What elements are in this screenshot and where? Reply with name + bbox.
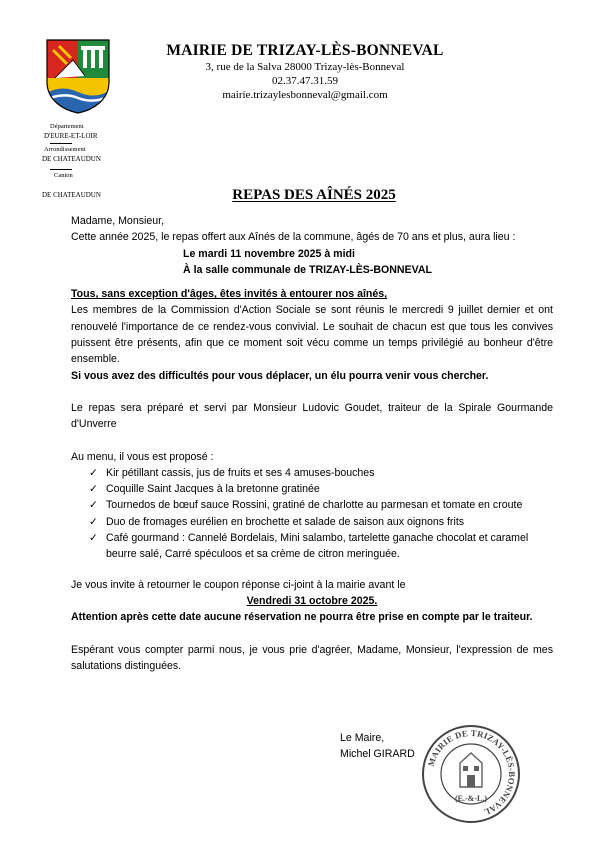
event-place: À la salle communale de TRIZAY-LÈS-BONNEVAL — [183, 263, 433, 276]
menu-list — [89, 465, 553, 563]
arr-label: Arrondissement — [44, 146, 86, 153]
signature-role: Le Maire, — [340, 732, 385, 744]
document-title: REPAS DES AÎNÉS 2025 — [232, 187, 396, 203]
warning-paragraph: Attention après cette date aucune réservation ne pourra être prise en compte par le traiteur. — [71, 611, 533, 624]
checkmark-icon: ✓ — [89, 532, 98, 545]
checkmark-icon: ✓ — [89, 483, 98, 496]
deadline: Vendredi 31 octobre 2025. — [246, 594, 378, 607]
dept-label: Département — [50, 123, 84, 130]
menu-item — [89, 465, 553, 481]
menu-intro: Au menu, il vous est proposé : — [71, 450, 214, 463]
mairie-address: 3, rue de la Salva 28000 Trizay-lès-Bonneval — [205, 61, 405, 73]
menu-item-text: Duo de fromages eurélien en brochette et salade de saison aux oignons frits — [106, 515, 465, 528]
letterhead — [140, 42, 470, 102]
mairie-phone: 02.37.47.31.59 — [272, 75, 338, 87]
mairie-title: MAIRIE DE TRIZAY-LÈS-BONNEVAL — [166, 42, 444, 59]
menu-item — [89, 481, 553, 497]
checkmark-icon: ✓ — [89, 515, 98, 528]
invite-line: Tous, sans exception d'âges, êtes invités à entourer nos aînés, — [71, 288, 388, 301]
checkmark-icon: ✓ — [89, 466, 98, 479]
official-stamp-icon — [420, 723, 522, 825]
stamp-text: MAIRIE DE TRIZAY-LÈS-BONNEVAL — [425, 727, 518, 818]
coupon-line: Je vous invite à retourner le coupon réponse ci-joint à la mairie avant le — [71, 578, 406, 591]
caterer-paragraph: Le repas sera préparé et servi par Monsieur Ludovic Goudet, traiteur de la Spirale Gourmande d'Unverre — [71, 401, 553, 431]
commission-paragraph: Les membres de la Commission d'Action Sociale se sont réunis le mercredi 9 juillet dernier et ont renouvelé l'importance de ce rendez-vous convivial. Le souhait de chacun est que tous les convives puissent être présents, afin que ce moment soit vécu comme un temps privilégié au bonheur d'être ensemble. — [71, 304, 553, 366]
menu-item-text: Café gourmand : Cannelé Bordelais, Mini salambo, tartelette ganache chocolat et caramel beurre salé, Carré spéculoos et sa crème de citron meringuée. — [106, 532, 529, 561]
signature-name: Michel GIRARD — [340, 747, 415, 760]
divider — [50, 143, 72, 144]
dept-value: D'EURE-ET-LOIR — [44, 131, 98, 140]
transport-line: Si vous avez des difficultés pour vous déplacer, un élu pourra venir vous chercher. — [71, 369, 489, 382]
menu-item — [89, 497, 553, 513]
menu-item-text: Kir pétillant cassis, jus de fruits et ses 4 amuses-bouches — [106, 466, 375, 479]
intro-paragraph: Cette année 2025, le repas offert aux Aînés de la commune, âgés de 70 ans et plus, aura lieu : — [71, 231, 516, 244]
coat-of-arms-icon — [45, 38, 111, 114]
arr-value: DE CHATEAUDUN — [42, 154, 101, 163]
canton-value: DE CHATEAUDUN — [42, 190, 101, 199]
signature-block — [340, 731, 415, 762]
mairie-email: mairie.trizaylesbonneval@gmail.com — [222, 89, 388, 101]
menu-item — [89, 514, 553, 530]
closing-paragraph: Espérant vous compter parmi nous, je vous prie d'agréer, Madame, Monsieur, l'expression de mes salutations distinguées. — [71, 643, 553, 672]
event-date: Le mardi 11 novembre 2025 à midi — [183, 247, 355, 260]
salutation: Madame, Monsieur, — [71, 215, 165, 227]
checkmark-icon: ✓ — [89, 499, 98, 512]
menu-item-text: Tournedos de bœuf sauce Rossini, gratiné de charlotte au parmesan et tomate en croute — [106, 499, 523, 512]
divider — [50, 169, 72, 170]
menu-item — [89, 530, 553, 563]
menu-item-text: Coquille Saint Jacques à la bretonne gratinée — [106, 483, 320, 496]
canton-label: Canton — [54, 172, 73, 179]
stamp-dept: (E.-&-L.) — [455, 794, 487, 803]
letter-body — [71, 213, 553, 674]
